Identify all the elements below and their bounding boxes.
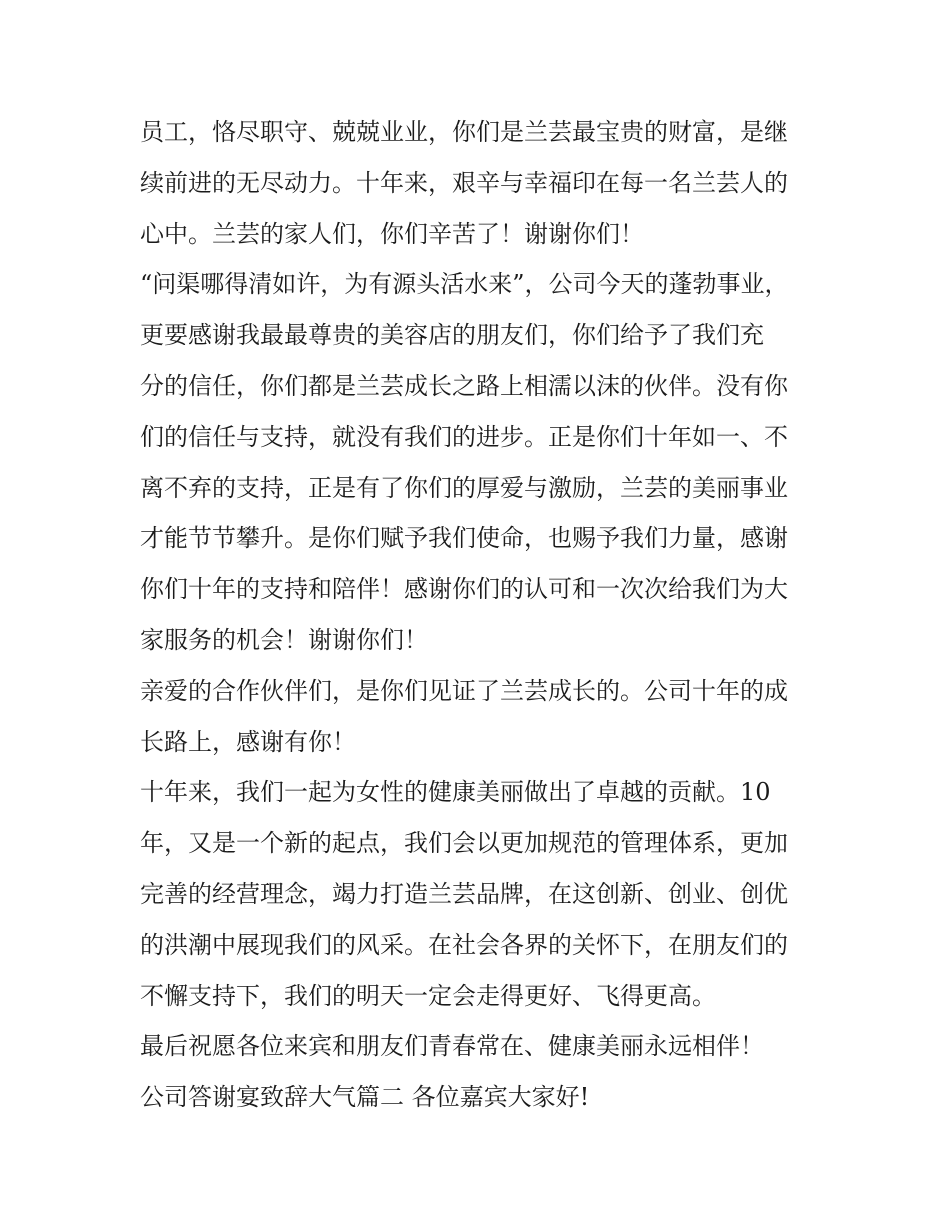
text-line: 不懈支持下，我们的明天一定会走得更好、飞得更高。 <box>140 981 716 1010</box>
text-line: 年，又是一个新的起点，我们会以更加规范的管理体系，更加 <box>140 829 788 858</box>
text-line: “问渠哪得清如许，为有源头活水来”，公司今天的蓬勃事业， <box>140 270 789 299</box>
text-line: 你们十年的支持和陪伴！感谢你们的认可和一次次给我们为大 <box>140 575 788 604</box>
text-line: 续前进的无尽动力。十年来，艰辛与幸福印在每一名兰芸人的 <box>140 168 788 197</box>
text-line: 最后祝愿各位来宾和朋友们青春常在、健康美丽永远相伴！ <box>140 1032 764 1061</box>
text-line: 完善的经营理念，竭力打造兰芸品牌，在这创新、创业、创优 <box>140 879 788 908</box>
text-line: 更要感谢我最最尊贵的美容店的朋友们，你们给予了我们充 <box>140 321 764 350</box>
text-line: 十年来，我们一起为女性的健康美丽做出了卓越的贡献。10 <box>140 778 771 807</box>
text-line: 长路上，感谢有你！ <box>140 727 356 756</box>
body-text <box>140 107 820 1123</box>
text-line: 员工，恪尽职守、兢兢业业，你们是兰芸最宝贵的财富，是继 <box>140 118 788 146</box>
text-line: 才能节节攀升。是你们赋予我们使命，也赐予我们力量，感谢 <box>140 524 788 553</box>
text-line: 心中。兰芸的家人们，你们辛苦了！谢谢你们！ <box>140 219 644 248</box>
text-line: 公司答谢宴致辞大气篇二 各位嘉宾大家好! <box>140 1083 590 1112</box>
text-line: 的洪潮中展现我们的风采。在社会各界的关怀下，在朋友们的 <box>140 930 788 959</box>
text-line: 亲爱的合作伙伴们，是你们见证了兰芸成长的。公司十年的成 <box>140 676 788 705</box>
text-line: 家服务的机会！谢谢你们！ <box>140 625 428 654</box>
text-line: 分的信任，你们都是兰芸成长之路上相濡以沫的伙伴。没有你 <box>140 371 788 400</box>
text-line: 们的信任与支持，就没有我们的进步。正是你们十年如一、不 <box>140 422 788 451</box>
text-line: 离不弃的支持，正是有了你们的厚爱与激励，兰芸的美丽事业 <box>140 473 788 502</box>
